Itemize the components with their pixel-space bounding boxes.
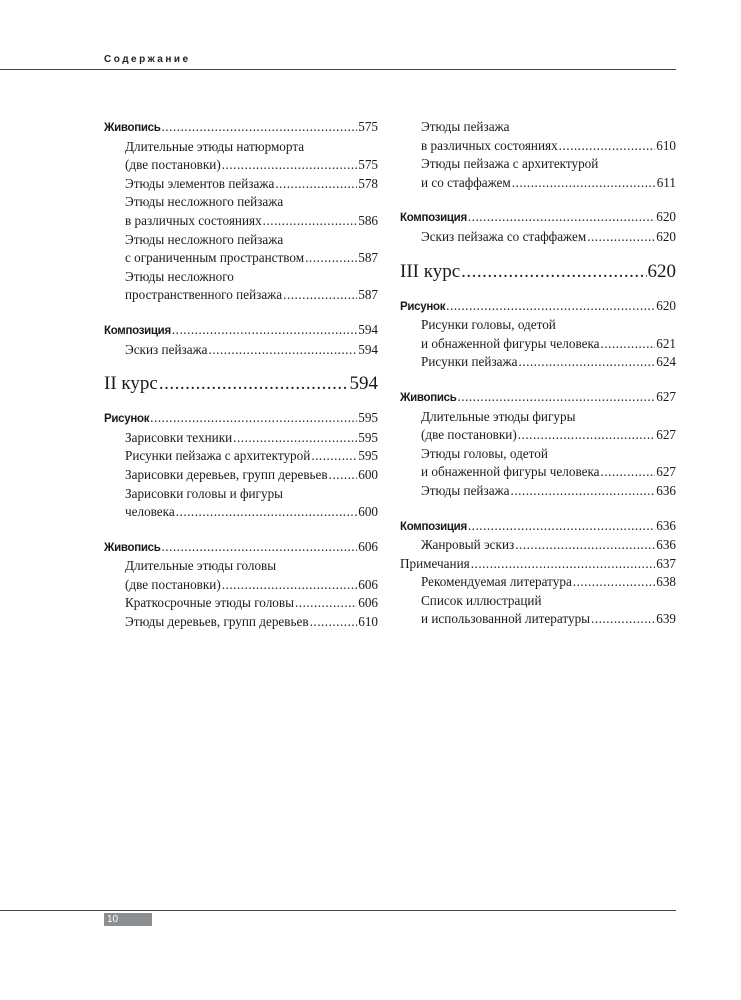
- toc-entry[interactable]: [104, 576, 378, 595]
- toc-entry[interactable]: [104, 286, 378, 305]
- toc-section[interactable]: [104, 321, 378, 341]
- toc-entry-title: пространственного пейзажа: [125, 287, 283, 303]
- toc-page-number: 638: [656, 574, 676, 590]
- toc-entry: [104, 557, 378, 576]
- toc-entry[interactable]: [104, 212, 378, 231]
- dot-leader: [601, 463, 656, 482]
- toc-right-column: [400, 118, 676, 629]
- toc-entry-title: и обнаженной фигуры человека: [421, 464, 600, 480]
- spacer: [104, 397, 378, 409]
- toc-entry: [400, 592, 676, 611]
- toc-page-number: 639: [656, 611, 676, 627]
- spacer: [400, 285, 676, 297]
- toc-page-number: 624: [656, 354, 676, 370]
- toc-entry[interactable]: [104, 249, 378, 268]
- spacer: [104, 305, 378, 321]
- toc-entry-title: Рекомендуемая литература: [421, 574, 572, 590]
- toc-entry-title: (две постановки): [125, 576, 221, 592]
- toc-entry-title: Композиция: [104, 324, 171, 337]
- dot-leader: [329, 466, 358, 485]
- page-number: 10: [104, 913, 152, 926]
- toc-page-number: 587: [358, 250, 378, 266]
- toc-entry-title: Живопись: [104, 541, 161, 554]
- toc-entry[interactable]: [104, 429, 378, 448]
- toc-entry-title: Зарисовки техники: [125, 429, 233, 445]
- toc-entry-title: в различных состояниях: [125, 212, 262, 228]
- toc-page-number: 606: [358, 576, 378, 592]
- toc-page-number: 587: [358, 287, 378, 303]
- bottom-rule: [0, 910, 676, 911]
- toc-page-number: 627: [656, 464, 676, 480]
- toc-page-number: 600: [358, 504, 378, 520]
- toc-entry-title: Эскиз пейзажа со стаффажем: [421, 228, 587, 244]
- dot-leader: [518, 426, 655, 445]
- dot-leader: [150, 409, 357, 428]
- toc-section[interactable]: [104, 409, 378, 429]
- dot-leader: [209, 341, 358, 360]
- toc-section[interactable]: [104, 118, 378, 138]
- toc-page-number: 578: [358, 175, 378, 191]
- toc-entry: [104, 268, 378, 287]
- dot-leader: [512, 174, 656, 193]
- dot-leader: [511, 482, 656, 501]
- toc-page-number: 636: [656, 482, 676, 498]
- toc-entry[interactable]: [104, 594, 378, 613]
- toc-page-number: 606: [358, 595, 378, 611]
- toc-entry-title: с ограниченным пространством: [125, 250, 305, 266]
- toc-entry: [400, 155, 676, 174]
- toc-entry[interactable]: [400, 573, 676, 592]
- toc-entry-title: Этюды деревьев, групп деревьев: [125, 614, 309, 630]
- toc-entry-title: Живопись: [104, 122, 161, 134]
- toc-entry[interactable]: [104, 447, 378, 466]
- toc-entry: [400, 408, 676, 427]
- toc-entry-title: Рисунки головы, одетой: [421, 317, 556, 333]
- top-rule: [0, 69, 676, 70]
- toc-entry-title: Примечания: [400, 555, 470, 571]
- toc-page-number: 620: [656, 297, 676, 313]
- spacer: [400, 192, 676, 208]
- dot-leader: [601, 335, 656, 354]
- toc-entry-title: Рисунки пейзажа: [421, 354, 518, 370]
- toc-page-number: 637: [656, 555, 676, 571]
- dot-leader: [162, 538, 358, 557]
- toc-course-heading[interactable]: [400, 259, 676, 285]
- running-title: Содержание: [104, 54, 191, 65]
- dot-leader: [458, 388, 656, 407]
- toc-entry: [104, 485, 378, 504]
- toc-entry-title: Этюды несложного: [125, 268, 234, 284]
- toc-course-heading[interactable]: [104, 371, 378, 397]
- toc-page-number: 627: [656, 427, 676, 443]
- toc-entry-title: Зарисовки деревьев, групп деревьев: [125, 466, 328, 482]
- toc-entry-title: Композиция: [400, 520, 467, 533]
- toc-entry[interactable]: [104, 466, 378, 485]
- toc-left-column: [104, 118, 378, 632]
- toc-entry-title: Эскиз пейзажа: [125, 341, 208, 357]
- dot-leader: [172, 321, 357, 340]
- toc-page-number: 600: [358, 466, 378, 482]
- spacer: [104, 359, 378, 371]
- toc-page-number: 620: [656, 209, 676, 225]
- dot-leader: [515, 536, 655, 555]
- dot-leader: [587, 228, 655, 247]
- toc-entry[interactable]: [400, 555, 676, 574]
- dot-leader: [461, 259, 646, 285]
- toc-entry-title: человека: [125, 504, 175, 520]
- toc-page-number: 610: [656, 137, 676, 153]
- toc-entry: [400, 316, 676, 335]
- toc-page-number: 606: [358, 538, 378, 554]
- toc-page-number: 636: [656, 537, 676, 553]
- toc-section[interactable]: [400, 517, 676, 537]
- toc-page-number: 594: [349, 373, 378, 395]
- dot-leader: [176, 503, 357, 522]
- toc-entry-title: Длительные этюды фигуры: [421, 408, 576, 424]
- dot-leader: [283, 286, 357, 305]
- toc-entry: [400, 445, 676, 464]
- toc-entry[interactable]: [400, 482, 676, 501]
- toc-entry[interactable]: [104, 175, 378, 194]
- dot-leader: [518, 353, 655, 372]
- dot-leader: [573, 573, 655, 592]
- dot-leader: [295, 594, 357, 613]
- toc-entry-title: Живопись: [400, 391, 457, 404]
- toc-entry-title: Длительные этюды натюрморта: [125, 138, 305, 154]
- toc-section[interactable]: [400, 208, 676, 228]
- toc-section[interactable]: [400, 388, 676, 408]
- toc-entry-title: Краткосрочные этюды головы: [125, 595, 294, 611]
- dot-leader: [591, 610, 655, 629]
- toc-page-number: 610: [358, 614, 378, 630]
- toc-entry-title: Зарисовки головы и фигуры: [125, 485, 284, 501]
- toc-entry: [400, 118, 676, 137]
- toc-entry-title: и обнаженной фигуры человека: [421, 335, 600, 351]
- dot-leader: [471, 555, 656, 574]
- spacer: [400, 247, 676, 259]
- spacer: [104, 522, 378, 538]
- dot-leader: [222, 156, 357, 175]
- dot-leader: [468, 517, 655, 536]
- toc-entry-title: Этюды головы, одетой: [421, 445, 548, 461]
- toc-entry[interactable]: [400, 426, 676, 445]
- toc-page-number: 575: [358, 119, 378, 134]
- toc-entry[interactable]: [104, 341, 378, 360]
- toc-page-number: 586: [358, 212, 378, 228]
- toc-page-number: 575: [358, 157, 378, 173]
- spacer: [400, 372, 676, 388]
- toc-page-number: 621: [656, 335, 676, 351]
- toc-entry-title: III курс: [400, 260, 461, 282]
- toc-entry[interactable]: [400, 353, 676, 372]
- toc-page-number: 595: [358, 448, 378, 464]
- dot-leader: [446, 297, 655, 316]
- toc-entry-title: Жанровый эскиз: [421, 537, 515, 553]
- toc-entry: [104, 138, 378, 157]
- dot-leader: [559, 137, 656, 156]
- spacer: [400, 501, 676, 517]
- toc-entry-title: Этюды пейзажа: [421, 119, 510, 134]
- toc-entry-title: Длительные этюды головы: [125, 558, 277, 574]
- dot-leader: [159, 371, 349, 397]
- toc-entry-title: II курс: [104, 373, 158, 395]
- toc-entry-title: и со стаффажем: [421, 174, 511, 190]
- dot-leader: [275, 175, 357, 194]
- toc-page-number: 594: [358, 341, 378, 357]
- toc-page-number: 627: [656, 388, 676, 404]
- toc-entry: [104, 231, 378, 250]
- toc-entry-title: Рисунок: [104, 413, 150, 426]
- toc-entry-title: и использованной литературы: [421, 611, 591, 627]
- dot-leader: [222, 576, 357, 595]
- toc-entry[interactable]: [400, 228, 676, 247]
- dot-leader: [162, 118, 358, 137]
- dot-leader: [311, 447, 357, 466]
- toc-entry-title: Этюды пейзажа с архитектурой: [421, 156, 599, 172]
- toc-entry: [104, 193, 378, 212]
- toc-entry[interactable]: [400, 463, 676, 482]
- dot-leader: [263, 212, 358, 231]
- dot-leader: [468, 208, 655, 227]
- toc-entry-title: Этюды элементов пейзажа: [125, 175, 275, 191]
- toc-page-number: 636: [656, 517, 676, 533]
- toc-entry[interactable]: [104, 503, 378, 522]
- toc-entry[interactable]: [400, 536, 676, 555]
- dot-leader: [305, 249, 357, 268]
- toc-entry-title: Этюды несложного пейзажа: [125, 231, 284, 247]
- toc-entry-title: (две постановки): [125, 157, 221, 173]
- toc-entry-title: Этюды пейзажа: [421, 482, 510, 498]
- toc-entry[interactable]: [104, 613, 378, 632]
- toc-entry-title: в различных состояниях: [421, 137, 558, 153]
- dot-leader: [310, 613, 358, 632]
- toc-entry-title: Рисунок: [400, 300, 446, 313]
- toc-entry-title: Список иллюстраций: [421, 592, 542, 608]
- toc-page-number: 611: [656, 174, 676, 190]
- toc-entry-title: Рисунки пейзажа с архитектурой: [125, 448, 311, 464]
- toc-section[interactable]: [400, 297, 676, 317]
- toc-section[interactable]: [104, 538, 378, 558]
- toc-page-number: 595: [358, 429, 378, 445]
- toc-entry-title: (две постановки): [421, 427, 517, 443]
- dot-leader: [233, 429, 357, 448]
- toc-page-number: 620: [647, 260, 676, 282]
- toc-page-number: 620: [656, 228, 676, 244]
- toc-entry[interactable]: [400, 137, 676, 156]
- toc-page-number: 594: [358, 321, 378, 337]
- toc-entry[interactable]: [400, 610, 676, 629]
- toc-entry-title: Композиция: [400, 212, 467, 225]
- toc-entry[interactable]: [400, 174, 676, 193]
- toc-entry-title: Этюды несложного пейзажа: [125, 194, 284, 210]
- toc-entry[interactable]: [400, 335, 676, 354]
- toc-entry[interactable]: [104, 156, 378, 175]
- toc-page-number: 595: [358, 410, 378, 426]
